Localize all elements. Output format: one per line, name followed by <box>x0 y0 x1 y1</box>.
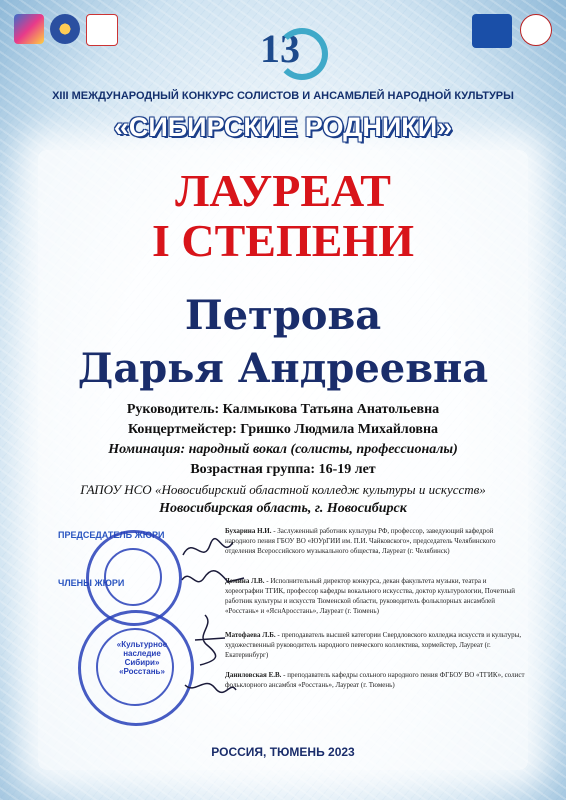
jury-member-3: Матофаева Л.Б. - преподаватель высшей категории Свердловского колледжа искусств и культуры, художественный руководитель народного певческого коллектива, хормейстер, Лауреат (г. Екатеринбург) <box>225 631 522 659</box>
jury-member-1: Бухарина Н.И. - Заслуженный работник культуры РФ, профессор, заведующий кафедрой народного пения ГБОУ ВО «ЮУрГИИ им. П.И. Чайковского», председатель Челябинского отделения Всероссийского музыкального общества, Лауреат (г. Челябинск) <box>225 527 496 555</box>
jury-members-label: ЧЛЕНЫ ЖЮРИ <box>58 578 125 588</box>
party-logo-icon <box>472 14 512 48</box>
recipient-given-name: Дарья Андреевна <box>77 345 489 392</box>
recipient-surname: Петрова <box>184 292 382 339</box>
stamp-label: «Культурное наследие Сибири» «Росстань» <box>116 640 168 676</box>
award-title: ЛАУРЕАТ <box>175 165 391 216</box>
partner-logo-icon <box>14 14 44 44</box>
jury-member-2: Демина Л.В. - Исполнительный директор конкурса, декан факультета музыки, театра и хореографии ТГИК, профессор кафедры вокального искусства, доктор культурологии, Почетный работник культуры и искусств Тюменской области, руководитель фольклорных ансамблей «Росстань» и «ЯснАросстань», Лауреат (г. Тюмень) <box>225 577 515 615</box>
partner-logos-right <box>472 14 552 48</box>
accompanist-line: Концертмейстер: Гришко Людмила Михайловна <box>127 422 439 437</box>
education-logo-icon <box>86 14 118 46</box>
rosstan-logo-icon <box>50 14 80 44</box>
leader-line: Руководитель: Калмыкова Татьяна Анатольевна <box>126 402 440 417</box>
partner-logos-left <box>14 14 118 46</box>
faculty-stamp-inner <box>104 548 162 606</box>
age-line: Возрастная группа: 16-19 лет <box>190 462 376 477</box>
jury-member-4: Даниловская Е.В. - преподаватель кафедры сольного народного пения ФГБОУ ВО «ТГИК», солист фольклорного ансамбля «Росстань», Лауреат (г. Тюмень) <box>225 671 525 689</box>
award-degree: I СТЕПЕНИ <box>151 215 414 266</box>
contest-line: XIII МЕЖДУНАРОДНЫЙ КОНКУРС СОЛИСТОВ И АНСАМБЛЕЙ НАРОДНОЙ КУЛЬТУРЫ <box>52 90 514 102</box>
contest-number: 13 <box>260 26 300 71</box>
nomination-line: Номинация: народный вокал (солисты, профессионалы) <box>108 442 458 457</box>
location-line: Новосибирская область, г. Новосибирск <box>159 501 407 516</box>
jury-chair-label: ПРЕДСЕДАТЕЛЬ ЖЮРИ <box>58 530 165 540</box>
institution-line: ГАПОУ НСО «Новосибирский областной колледж культуры и искусств» <box>80 482 486 497</box>
contest-emblem <box>232 14 328 84</box>
swirl-icon <box>276 28 328 80</box>
contest-name: «СИБИРСКИЕ РОДНИКИ» <box>113 112 453 142</box>
footer-location: РОССИЯ, ТЮМЕНЬ 2023 <box>211 745 355 759</box>
year-logo-icon <box>520 14 552 46</box>
